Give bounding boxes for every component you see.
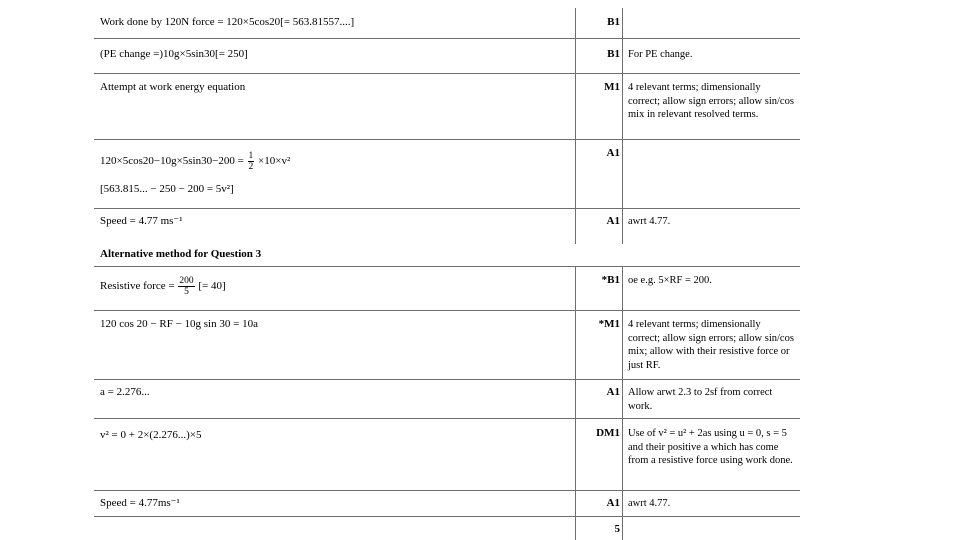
working-text: Speed = 4.77ms⁻¹ xyxy=(100,497,180,509)
mark-label: *M1 xyxy=(598,318,620,330)
row-divider xyxy=(94,73,800,74)
column-divider-mark-alt xyxy=(575,266,576,540)
row-divider xyxy=(94,490,800,491)
mark-label: B1 xyxy=(607,48,620,60)
mark-label: DM1 xyxy=(596,427,620,439)
fraction-numerator: 1 xyxy=(248,151,254,161)
row-divider xyxy=(94,208,800,209)
comment-text: awrt 4.77. xyxy=(628,498,671,509)
row-divider xyxy=(94,139,800,140)
comment-text: Allow arwt 2.3 to 2sf from correct work. xyxy=(628,387,773,412)
mark-label: A1 xyxy=(606,215,620,227)
equation-left: 120×5cos20−10g×5sin30−200 = xyxy=(100,155,244,168)
fraction xyxy=(178,276,194,297)
working-text: Work done by 120N force = 120×5cos20[= 563.81557....] xyxy=(100,16,355,28)
mark-label: A1 xyxy=(606,497,620,509)
row-divider xyxy=(94,266,800,267)
working-text: (PE change =)10g×5sin30[= 250] xyxy=(100,48,248,60)
column-divider-comment-alt xyxy=(622,266,623,540)
row-divider xyxy=(94,38,800,39)
mark-label: A1 xyxy=(606,386,620,398)
row-divider xyxy=(94,418,800,419)
working-equation xyxy=(100,151,290,172)
mark-label: *B1 xyxy=(601,274,620,286)
fraction-denominator: 2 xyxy=(248,162,254,172)
comment-text: oe e.g. 5×RF = 200. xyxy=(628,275,712,286)
working-equation xyxy=(100,276,226,297)
comment-text: Use of v² = u² + 2as using u = 0, s = 5 and their positive a which has come from a resistive force using work done. xyxy=(628,428,793,466)
working-text: Attempt at work energy equation xyxy=(100,81,246,93)
comment-text: 4 relevant terms; dimensionally correct; allow sign errors; allow sin/cos mix; allow with their resistive force or just RF. xyxy=(628,319,794,371)
mark-label: A1 xyxy=(606,147,620,159)
equation-left: Resistive force = xyxy=(100,280,175,293)
mark-label: M1 xyxy=(604,81,620,93)
fraction-denominator: 5 xyxy=(184,287,189,297)
working-text: Speed = 4.77 ms⁻¹ xyxy=(100,215,183,227)
mark-label: B1 xyxy=(607,16,620,28)
total-mark: 5 xyxy=(614,523,620,535)
comment-text: awrt 4.77. xyxy=(628,216,671,227)
working-text: a = 2.276... xyxy=(100,386,150,398)
working-text: 120 cos 20 − RF − 10g sin 30 = 10a xyxy=(100,318,258,330)
section-heading: Alternative method for Question 3 xyxy=(100,248,262,260)
equation-right: ×10×v² xyxy=(258,155,291,168)
working-text: [563.815... − 250 − 200 = 5v²] xyxy=(100,183,234,195)
equation-right: [= 40] xyxy=(198,280,226,293)
row-divider xyxy=(94,379,800,380)
comment-text: 4 relevant terms; dimensionally correct; allow sign errors; allow sin/cos mix in relevant resolved terms. xyxy=(628,82,794,120)
fraction-numerator: 200 xyxy=(179,276,194,286)
fraction xyxy=(248,151,255,172)
row-divider xyxy=(94,310,800,311)
working-text: v² = 0 + 2×(2.276...)×5 xyxy=(100,429,202,441)
row-divider xyxy=(94,516,800,517)
comment-text: For PE change. xyxy=(628,49,693,60)
